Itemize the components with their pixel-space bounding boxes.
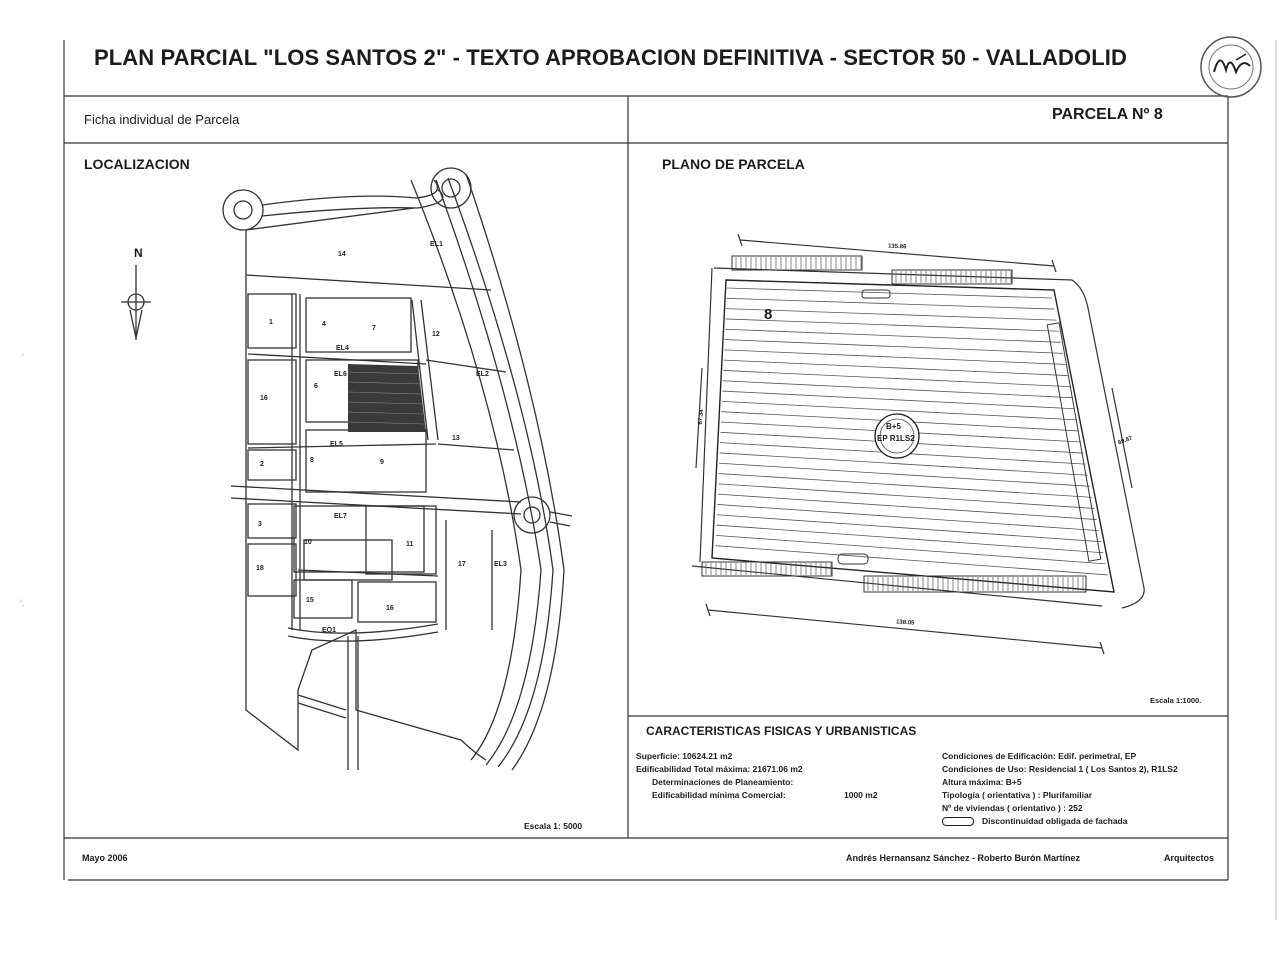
hatch-line xyxy=(723,381,1072,398)
typology: Tipología ( orientativa ) : Plurifamiliar xyxy=(942,790,1093,800)
parcel-label: 9 xyxy=(380,459,384,466)
hatch-line xyxy=(722,391,1074,409)
hatch-line xyxy=(725,329,1061,342)
dwelling-count: Nº de viviendas ( orientativo ) : 252 xyxy=(942,803,1083,813)
parcel-label: 16 xyxy=(260,395,268,402)
parcel-label: 14 xyxy=(338,251,346,258)
parcel-label: EL6 xyxy=(334,371,347,378)
plan-scale: Escala 1:1000. xyxy=(1150,696,1202,705)
parcel-label: EL4 xyxy=(336,345,349,352)
parcel-label: 2 xyxy=(260,461,264,468)
parcel-number-label: PARCELA Nº 8 xyxy=(1052,106,1163,123)
hatch-line xyxy=(717,515,1101,542)
max-buildability: Edificabilidad Total máxima: 21671.06 m2 xyxy=(636,764,803,774)
surface-value: Superficie: 10624.21 m2 xyxy=(636,751,733,761)
ficha-label: Ficha individual de Parcela xyxy=(84,112,240,127)
plano-heading: PLANO DE PARCELA xyxy=(662,156,805,172)
parcel-label: EL3 xyxy=(494,561,507,568)
badge-height: B+5 xyxy=(886,422,901,431)
location-map xyxy=(66,150,626,790)
parcel-label: EL2 xyxy=(476,371,489,378)
facade-discontinuity-symbol-icon xyxy=(942,817,974,826)
parcel-label: 6 xyxy=(314,383,318,390)
highlighted-parcel-8 xyxy=(348,364,426,432)
parcel-plan-number: 8 xyxy=(764,306,773,323)
facade-discontinuity-legend xyxy=(942,816,1127,826)
document-authors: Andrés Hernansanz Sánchez - Roberto Burón Martínez xyxy=(846,853,1081,863)
parcel-label: 11 xyxy=(406,541,414,548)
dimension-top: 135.86 xyxy=(887,243,907,251)
parcel-label: EL5 xyxy=(330,441,343,448)
parcel-label: 1 xyxy=(269,319,273,326)
hatch-line xyxy=(718,494,1097,519)
document-role: Arquitectos xyxy=(1164,853,1215,863)
parcel-label: 13 xyxy=(452,435,460,442)
document-date: Mayo 2006 xyxy=(82,853,128,863)
parcel-label: 8 xyxy=(310,457,314,464)
parcel-plan xyxy=(692,228,1212,668)
hatch-line xyxy=(718,484,1094,509)
hatch-line xyxy=(726,319,1059,331)
hatch-line xyxy=(719,474,1092,498)
building-conditions: Condiciones de Edificación: Edif. perimetral, EP xyxy=(942,751,1137,761)
approval-stamp xyxy=(1196,32,1266,102)
parcel-label: 4 xyxy=(322,321,326,328)
parcel-label: 12 xyxy=(432,331,440,338)
parcel-label: 10 xyxy=(304,539,312,546)
min-commercial-value: 1000 m2 xyxy=(844,790,878,800)
parcel-label: 3 xyxy=(258,521,262,528)
map-parcel-labels xyxy=(256,241,507,634)
parcel-label: 17 xyxy=(458,561,466,568)
scan-mark: ‘. xyxy=(20,598,25,608)
dimension-left: 67.34 xyxy=(697,409,706,425)
parcel-label: EL1 xyxy=(430,241,443,248)
parcel-label: EQ1 xyxy=(322,627,337,634)
planning-determinations: Determinaciones de Planeamiento: xyxy=(652,777,794,787)
parcel-label: 18 xyxy=(256,565,264,572)
north-label: N xyxy=(134,246,143,260)
hatch-line xyxy=(726,309,1056,321)
scan-mark: ‘ xyxy=(22,352,24,362)
localizacion-heading: LOCALIZACION xyxy=(84,156,190,172)
facade-discontinuity-label: Discontinuidad obligada de fachada xyxy=(982,816,1128,826)
document-title: PLAN PARCIAL "LOS SANTOS 2" - TEXTO APROBACION DEFINITIVA - SECTOR 50 - VALLADOLID xyxy=(94,45,1127,70)
parcel-label: 15 xyxy=(306,597,314,604)
parcel-label: EL7 xyxy=(334,513,347,520)
max-height: Altura máxima: B+5 xyxy=(942,777,1022,787)
parcel-label: 7 xyxy=(372,325,376,332)
hatch-line xyxy=(716,525,1103,553)
hatch-line xyxy=(716,535,1106,563)
badge-use: EP R1LS2 xyxy=(877,434,915,443)
characteristics-heading: CARACTERISTICAS FISICAS Y URBANISTICAS xyxy=(646,724,917,738)
dimension-right: 69.87 xyxy=(1117,435,1134,447)
use-conditions: Condiciones de Uso: Residencial 1 ( Los Santos 2), R1LS2 xyxy=(942,764,1178,774)
location-scale: Escala 1: 5000 xyxy=(524,821,583,831)
dimension-bottom: 138.05 xyxy=(895,619,915,627)
hatch-line xyxy=(719,463,1090,486)
parcel-label: 16 xyxy=(386,605,394,612)
hatch-line xyxy=(717,504,1099,530)
hatch-line xyxy=(727,298,1055,309)
north-arrow-icon xyxy=(121,265,151,340)
min-commercial-label: Edificabilidad mínima Comercial: xyxy=(652,790,786,800)
hatch-line xyxy=(725,340,1063,354)
hatch-line xyxy=(723,370,1070,386)
